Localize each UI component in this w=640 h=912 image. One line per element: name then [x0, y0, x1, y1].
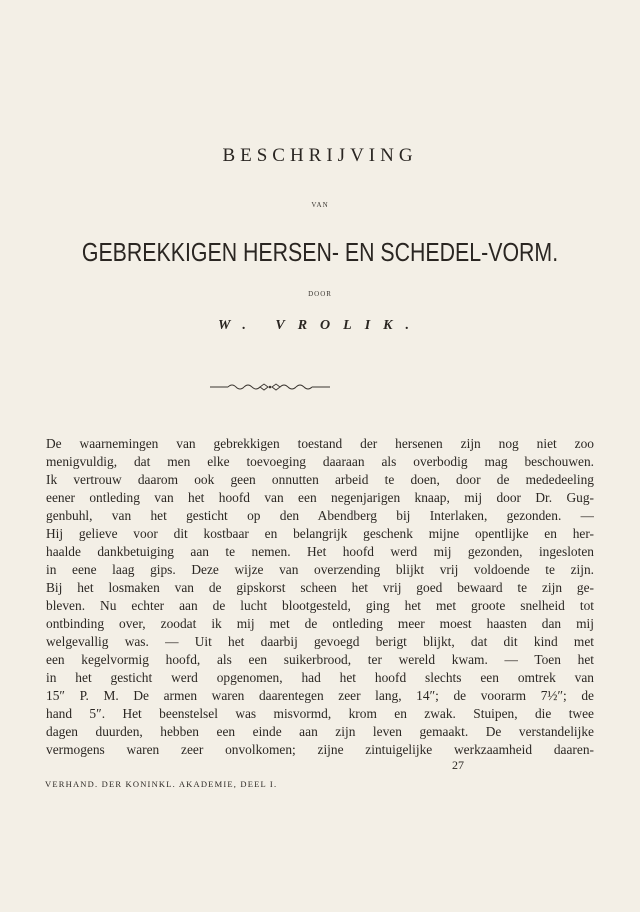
body-line: in het gesticht werd opgenomen, had het hoofd slechts een omtrek van: [46, 670, 594, 685]
title-connector-van: VAN: [311, 201, 329, 209]
body-line: genbuhl, van het gesticht op den Abendberg bij Interlaken, gezonden. —: [46, 508, 594, 523]
body-line: bleven. Nu echter aan de lucht blootgesteld, ging het met groote snelheid tot: [46, 598, 594, 613]
body-line: een kegelvormig hoofd, als een suikerbrood, ter wereld kwam. — Toen het: [46, 652, 594, 667]
body-line: ontbinding over, zoodat ik mij met de ontleding meer moest haasten dan mij: [46, 616, 594, 631]
footer-citation: VERHAND. DER KONINKL. AKADEMIE, DEEL I.: [45, 779, 278, 789]
body-line: welgevallig was. — Uit het daarbij gevoegd berigt blijkt, dat dit kind met: [46, 634, 594, 649]
body-line: in eene laag gips. Deze wijze van overzending blijkt vrij voldoende te zijn.: [46, 562, 594, 577]
body-line: menigvuldig, dat men elke toevoeging daaraan als overbodig mag beschouwen.: [46, 454, 594, 469]
body-line: dagen duurden, hebben een einde aan zijn leven gemaakt. De verstandelijke: [46, 724, 594, 739]
body-line: Hij gelieve voor dit kostbaar en belangrijk geschenk mijne opentlijke en her-: [46, 526, 594, 541]
byline-door: DOOR: [308, 290, 332, 298]
body-paragraph: [46, 435, 594, 759]
scroll-ornament-icon: [208, 380, 332, 394]
document-title: BESCHRIJVING: [222, 145, 418, 166]
body-line: De waarnemingen van gebrekkigen toestand der hersenen zijn nog niet zoo: [46, 436, 594, 451]
body-line: vermogens waren zeer onvolkomen; zijne zintuigelijke werkzaamheid daaren-: [46, 742, 594, 757]
body-line: 15″ P. M. De armen waren daarentegen zeer lang, 14″; de voorarm 7½″; de: [46, 688, 594, 703]
body-line: haalde dankbetuiging aan te nemen. Het hoofd werd mij gezonden, ingesloten: [46, 544, 594, 559]
body-line: hand 5″. Het beenstelsel was misvormd, krom en zwak. Stuipen, die twee: [46, 706, 594, 721]
body-line: Bij het losmaken van de gipskorst scheen het vrij goed bewaard te zijn ge-: [46, 580, 594, 595]
document-subtitle: GEBREKKIGEN HERSEN- EN SCHEDEL-VORM.: [81, 237, 559, 267]
author-name: W. VROLIK.: [217, 318, 423, 333]
body-line: eener ontleding van het hoofd van een negenjarigen knaap, mij door Dr. Gug-: [46, 490, 594, 505]
body-line: Ik vertrouw daarom ook geen onnutten arbeid te doen, door de mededeeling: [46, 472, 594, 487]
page-number: 27: [452, 758, 464, 772]
